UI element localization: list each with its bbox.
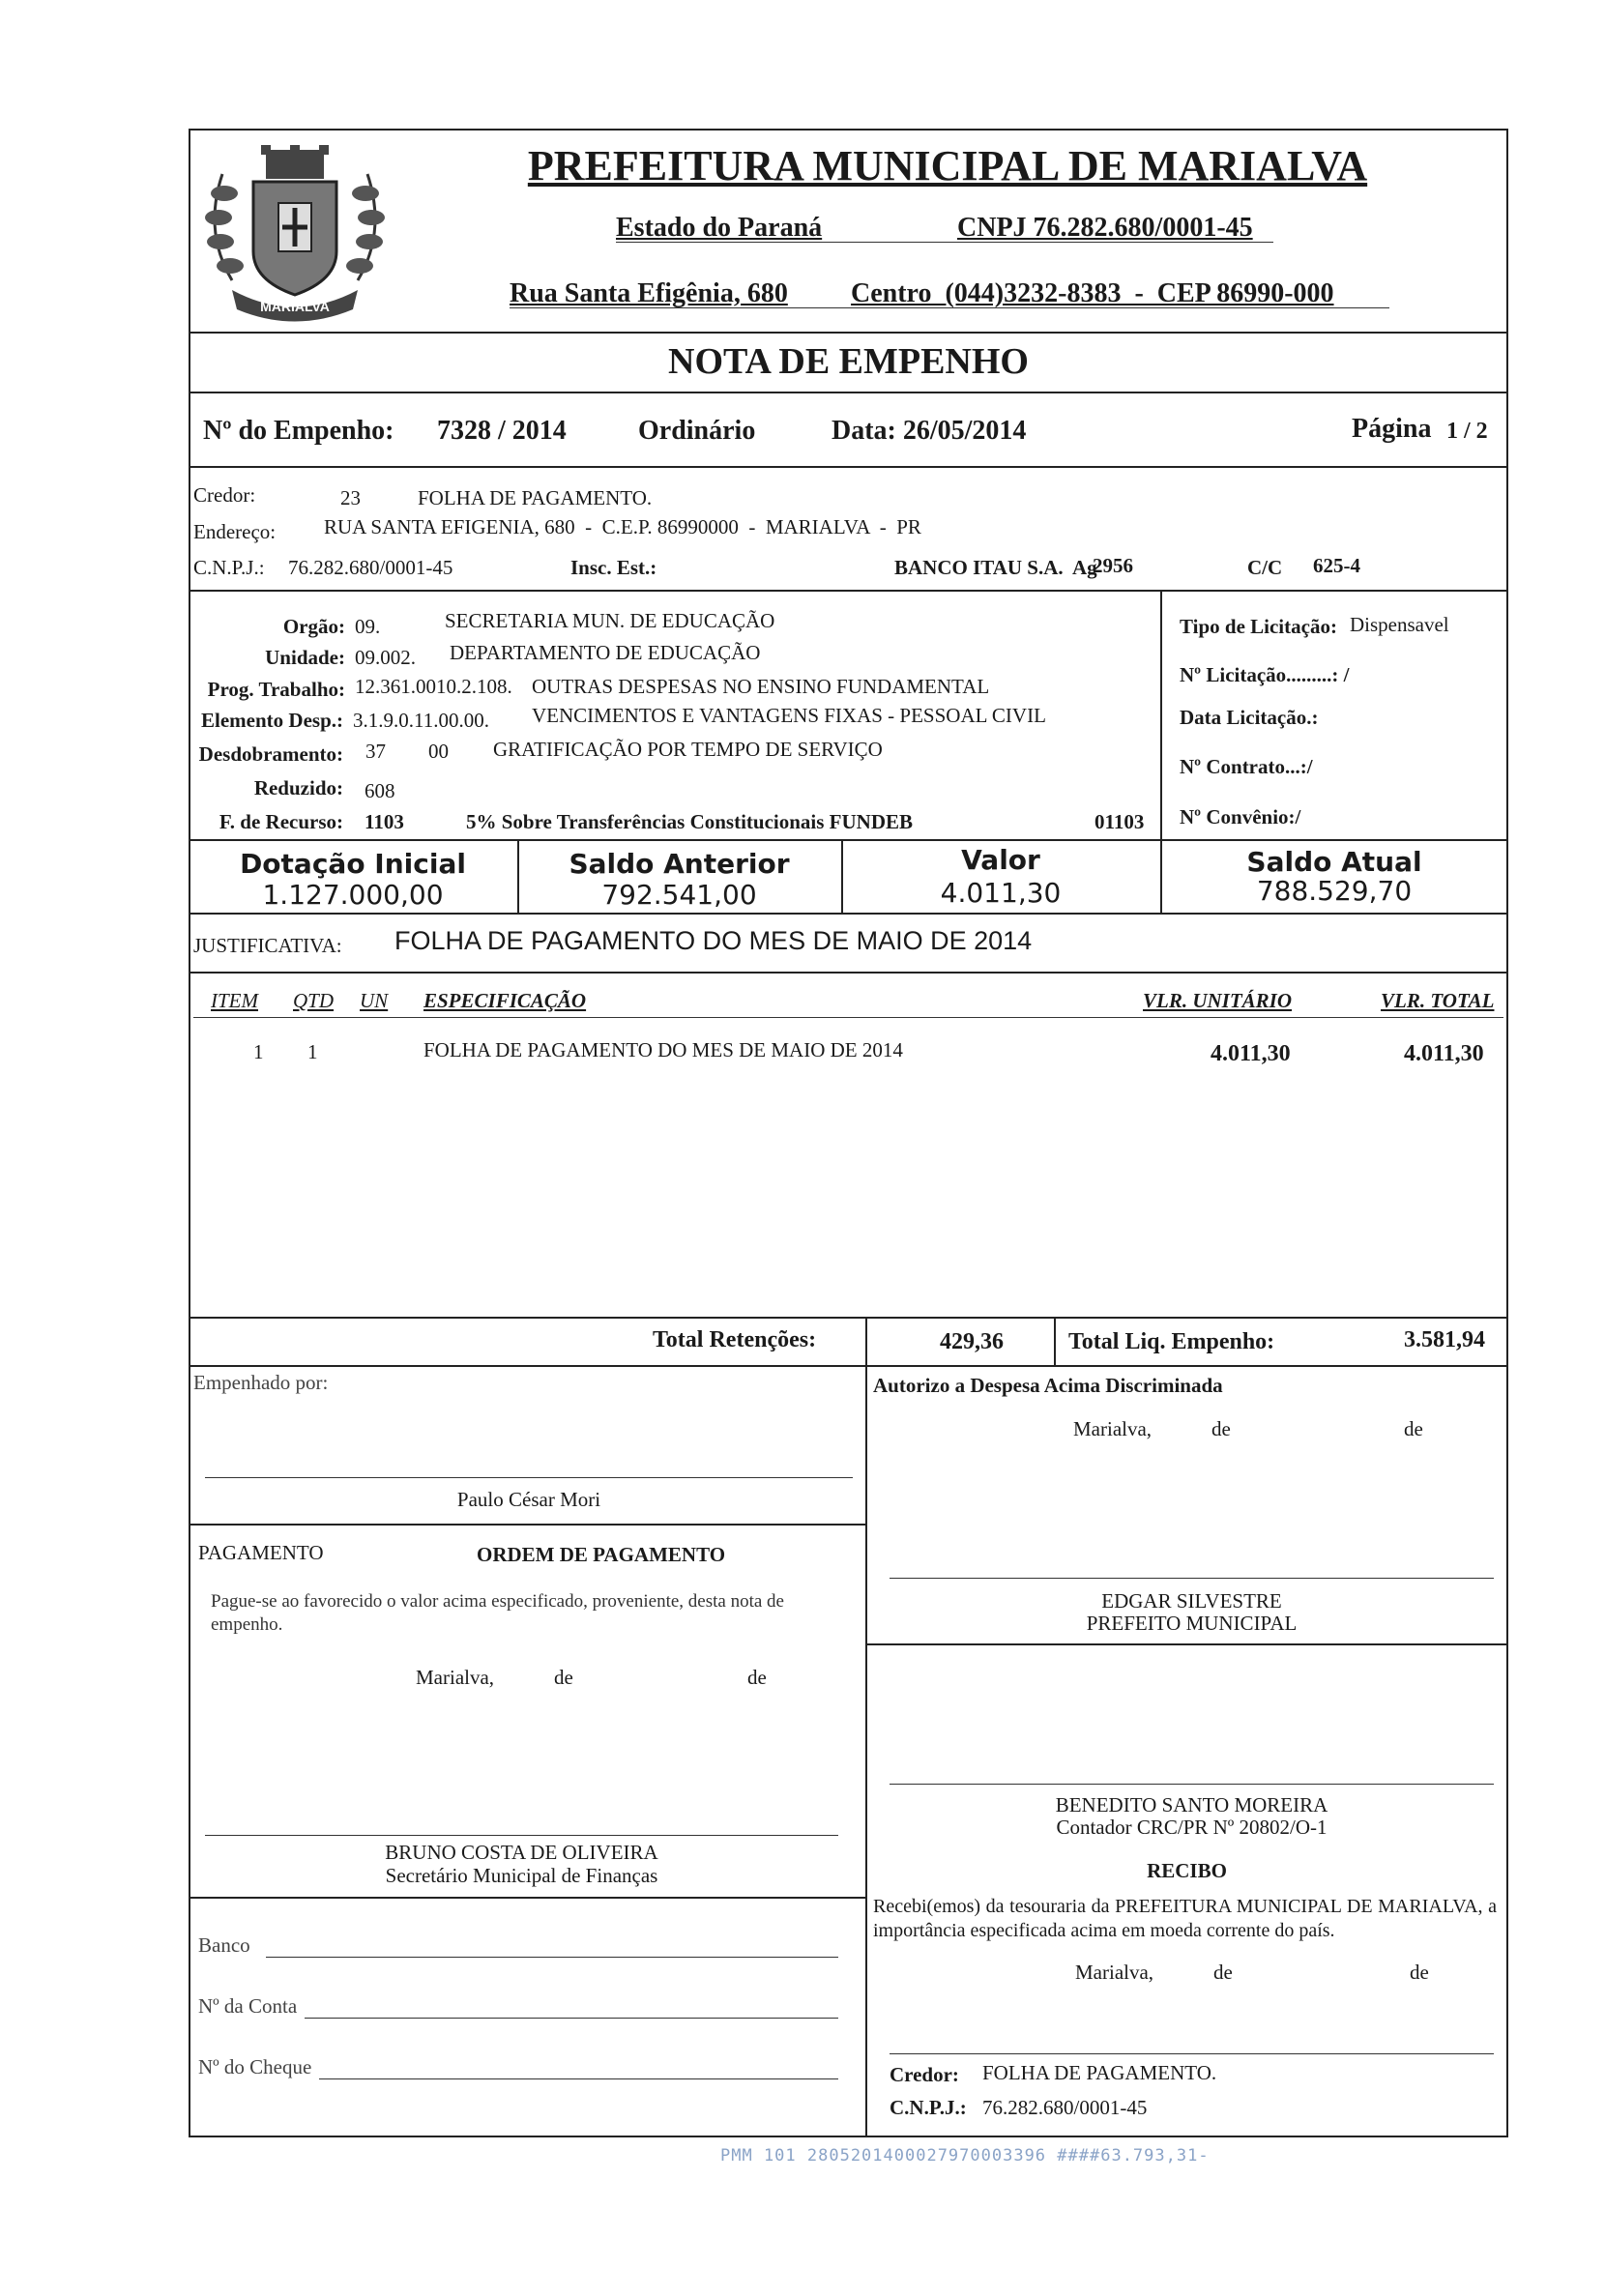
orgao-code: 09. [355, 615, 381, 638]
data-licitacao: Data Licitação.: [1180, 706, 1319, 729]
recurso-number: 01103 [1094, 810, 1145, 833]
autorizo-label: Autorizo a Despesa Acima Discriminada [873, 1374, 1223, 1397]
coat-of-arms-icon [193, 135, 396, 334]
item-qtd: 1 [307, 1040, 318, 1063]
item-number: 1 [253, 1040, 264, 1063]
dotacao-value: 1.127.000,00 [262, 879, 444, 911]
pagamento-signer: BRUNO COSTA DE OLIVEIRA [385, 1841, 658, 1864]
elemento-label: Elemento Desp.: [201, 709, 343, 732]
numero-licitacao: Nº Licitação.........: / [1180, 663, 1350, 686]
prog-name: OUTRAS DESPESAS NO ENSINO FUNDAMENTAL [532, 675, 990, 698]
total-retencoes-value: 429,36 [940, 1329, 1004, 1354]
empenhado-name: Paulo César Mori [456, 1488, 601, 1511]
footer-code: PMM 101 2805201400027970003396 ####63.793,31- [720, 2146, 1210, 2165]
cheque-label: Nº do Cheque [198, 2055, 312, 2078]
address-label: Endereço: [193, 520, 277, 543]
bank-account: 625-4 [1313, 554, 1360, 577]
credor-address: RUA SANTA EFIGENIA, 680 - C.E.P. 86990000 - MARIALVA - PR [324, 515, 921, 538]
recibo-credor-name: FOLHA DE PAGAMENTO. [982, 2061, 1217, 2084]
numero-contrato: Nº Contrato...:/ [1180, 755, 1313, 778]
empenho-number: 7328 / 2014 [437, 416, 567, 446]
empenho-date: Data: 26/05/2014 [832, 416, 1027, 446]
contador-role: Contador CRC/PR Nº 20802/O-1 [1056, 1816, 1328, 1839]
autorizo-signer-role: PREFEITO MUNICIPAL [1086, 1612, 1298, 1635]
empenho-number-label: Nº do Empenho: [203, 416, 394, 446]
municipality-title: PREFEITURA MUNICIPAL DE MARIALVA [527, 142, 1368, 189]
valor-value: 4.011,30 [940, 877, 1062, 909]
header-cnpj: CNPJ 76.282.680/0001-45 [957, 213, 1253, 243]
page-label: Página [1352, 414, 1432, 444]
col-qtd: QTD [293, 989, 335, 1012]
saldo-atual-value: 788.529,70 [1256, 875, 1413, 907]
credor-label: Credor: [193, 483, 256, 507]
recibo-cnpj-label: C.N.P.J.: [890, 2096, 967, 2119]
coat-of-arms-text: MARIALVA [260, 299, 330, 314]
bank-name: BANCO ITAU S.A. Ag [894, 556, 1097, 579]
orgao-label: Orgão: [282, 615, 345, 638]
reduzido-value: 608 [365, 779, 395, 802]
empenhado-label: Empenhado por: [193, 1371, 329, 1394]
item-vlr-total: 4.011,30 [1404, 1041, 1484, 1066]
conta-label: Nº da Conta [198, 1994, 298, 2018]
pagamento-city: Marialva, [416, 1666, 495, 1689]
pagamento-de1: de [554, 1666, 573, 1689]
credor-cnpj: 76.282.680/0001-45 [288, 556, 453, 579]
autorizo-de2: de [1404, 1417, 1423, 1440]
elemento-code: 3.1.9.0.11.00.00. [353, 709, 489, 732]
elemento-name: VENCIMENTOS E VANTAGENS FIXAS - PESSOAL CIVIL [532, 704, 1046, 727]
desdobramento-code: 37 [365, 740, 386, 763]
header-address: Rua Santa Efigênia, 680 [510, 278, 788, 308]
pagamento-signer-role: Secretário Municipal de Finanças [385, 1864, 658, 1887]
bank-agency: 2956 [1093, 554, 1133, 577]
tipo-licitacao-value: Dispensavel [1350, 613, 1449, 636]
justificativa-text: FOLHA DE PAGAMENTO DO MES DE MAIO DE 2014 [394, 926, 1033, 955]
saldo-anterior-value: 792.541,00 [601, 879, 757, 911]
credor-name: FOLHA DE PAGAMENTO. [418, 486, 653, 509]
recibo-credor-label: Credor: [890, 2063, 959, 2086]
recibo-city: Marialva, [1075, 1961, 1154, 1984]
justificativa-label: JUSTIFICATIVA: [193, 934, 342, 957]
cc-label: C/C [1247, 556, 1283, 579]
prog-label: Prog. Trabalho: [207, 678, 345, 701]
col-item: ITEM [211, 989, 258, 1012]
total-liquido-value: 3.581,94 [1404, 1327, 1485, 1352]
numero-convenio: Nº Convênio:/ [1180, 805, 1301, 828]
state-name: Estado do Paraná [616, 213, 823, 243]
recibo-text: Recebi(emos) da tesouraria da PREFEITURA MUNICIPAL DE MARIALVA, a importância especificada acima em moeda corrente do país. [873, 1896, 1497, 1941]
valor-label: Valor [961, 844, 1040, 876]
tipo-licitacao-label: Tipo de Licitação: [1180, 615, 1337, 638]
header-address-rest: Centro (044)3232-8383 - CEP 86990-000 [851, 278, 1334, 308]
contador-name: BENEDITO SANTO MOREIRA [1055, 1793, 1328, 1816]
recurso-code: 1103 [365, 810, 404, 833]
document-title: NOTA DE EMPENHO [668, 341, 1029, 382]
recibo-cnpj: 76.282.680/0001-45 [982, 2096, 1148, 2119]
autorizo-city: Marialva, [1073, 1417, 1153, 1440]
banco-label: Banco [198, 1933, 250, 1957]
reduzido-label: Reduzido: [253, 776, 343, 799]
recibo-label: RECIBO [1147, 1859, 1227, 1882]
ordem-pagamento-label: ORDEM DE PAGAMENTO [477, 1543, 726, 1566]
pagamento-de2: de [747, 1666, 767, 1689]
total-liquido-label: Total Liq. Empenho: [1068, 1329, 1275, 1354]
col-vlr-unitario: VLR. UNITÁRIO [1143, 989, 1293, 1012]
col-vlr-total: VLR. TOTAL [1381, 989, 1495, 1012]
page-number: 1 / 2 [1446, 419, 1488, 444]
prog-code: 12.361.0010.2.108. [355, 675, 512, 698]
col-un: UN [360, 989, 389, 1012]
unidade-code: 09.002. [355, 646, 416, 669]
orgao-name: SECRETARIA MUN. DE EDUCAÇÃO [445, 609, 775, 632]
pagamento-label: PAGAMENTO [198, 1541, 324, 1564]
cnpj-label: C.N.P.J.: [193, 556, 265, 579]
recibo-de1: de [1213, 1961, 1233, 1984]
insc-est-label: Insc. Est.: [570, 556, 657, 579]
dotacao-label: Dotação Inicial [240, 848, 466, 880]
recibo-de2: de [1410, 1961, 1429, 1984]
col-especificacao: ESPECIFICAÇÃO [423, 989, 587, 1012]
empenho-type: Ordinário [638, 416, 756, 446]
item-vlr-unitario: 4.011,30 [1211, 1041, 1291, 1066]
pagamento-text: Pague-se ao favorecido o valor acima especificado, proveniente, desta nota de empenho. [211, 1591, 784, 1635]
recurso-description: 5% Sobre Transferências Constitucionais FUNDEB [466, 810, 914, 833]
saldo-atual-label: Saldo Atual [1246, 846, 1422, 878]
autorizo-signer: EDGAR SILVESTRE [1101, 1589, 1282, 1613]
recurso-label: F. de Recurso: [219, 810, 343, 833]
credor-code: 23 [340, 486, 361, 509]
desdobramento-sub: 00 [428, 740, 449, 763]
total-retencoes-label: Total Retenções: [653, 1327, 817, 1352]
item-especificacao: FOLHA DE PAGAMENTO DO MES DE MAIO DE 2014 [423, 1038, 903, 1061]
unidade-name: DEPARTAMENTO DE EDUCAÇÃO [450, 641, 761, 664]
unidade-label: Unidade: [265, 646, 345, 669]
saldo-anterior-label: Saldo Anterior [569, 848, 790, 880]
desdobramento-label: Desdobramento: [198, 742, 343, 766]
desdobramento-name: GRATIFICAÇÃO POR TEMPO DE SERVIÇO [493, 738, 883, 761]
autorizo-de1: de [1211, 1417, 1231, 1440]
